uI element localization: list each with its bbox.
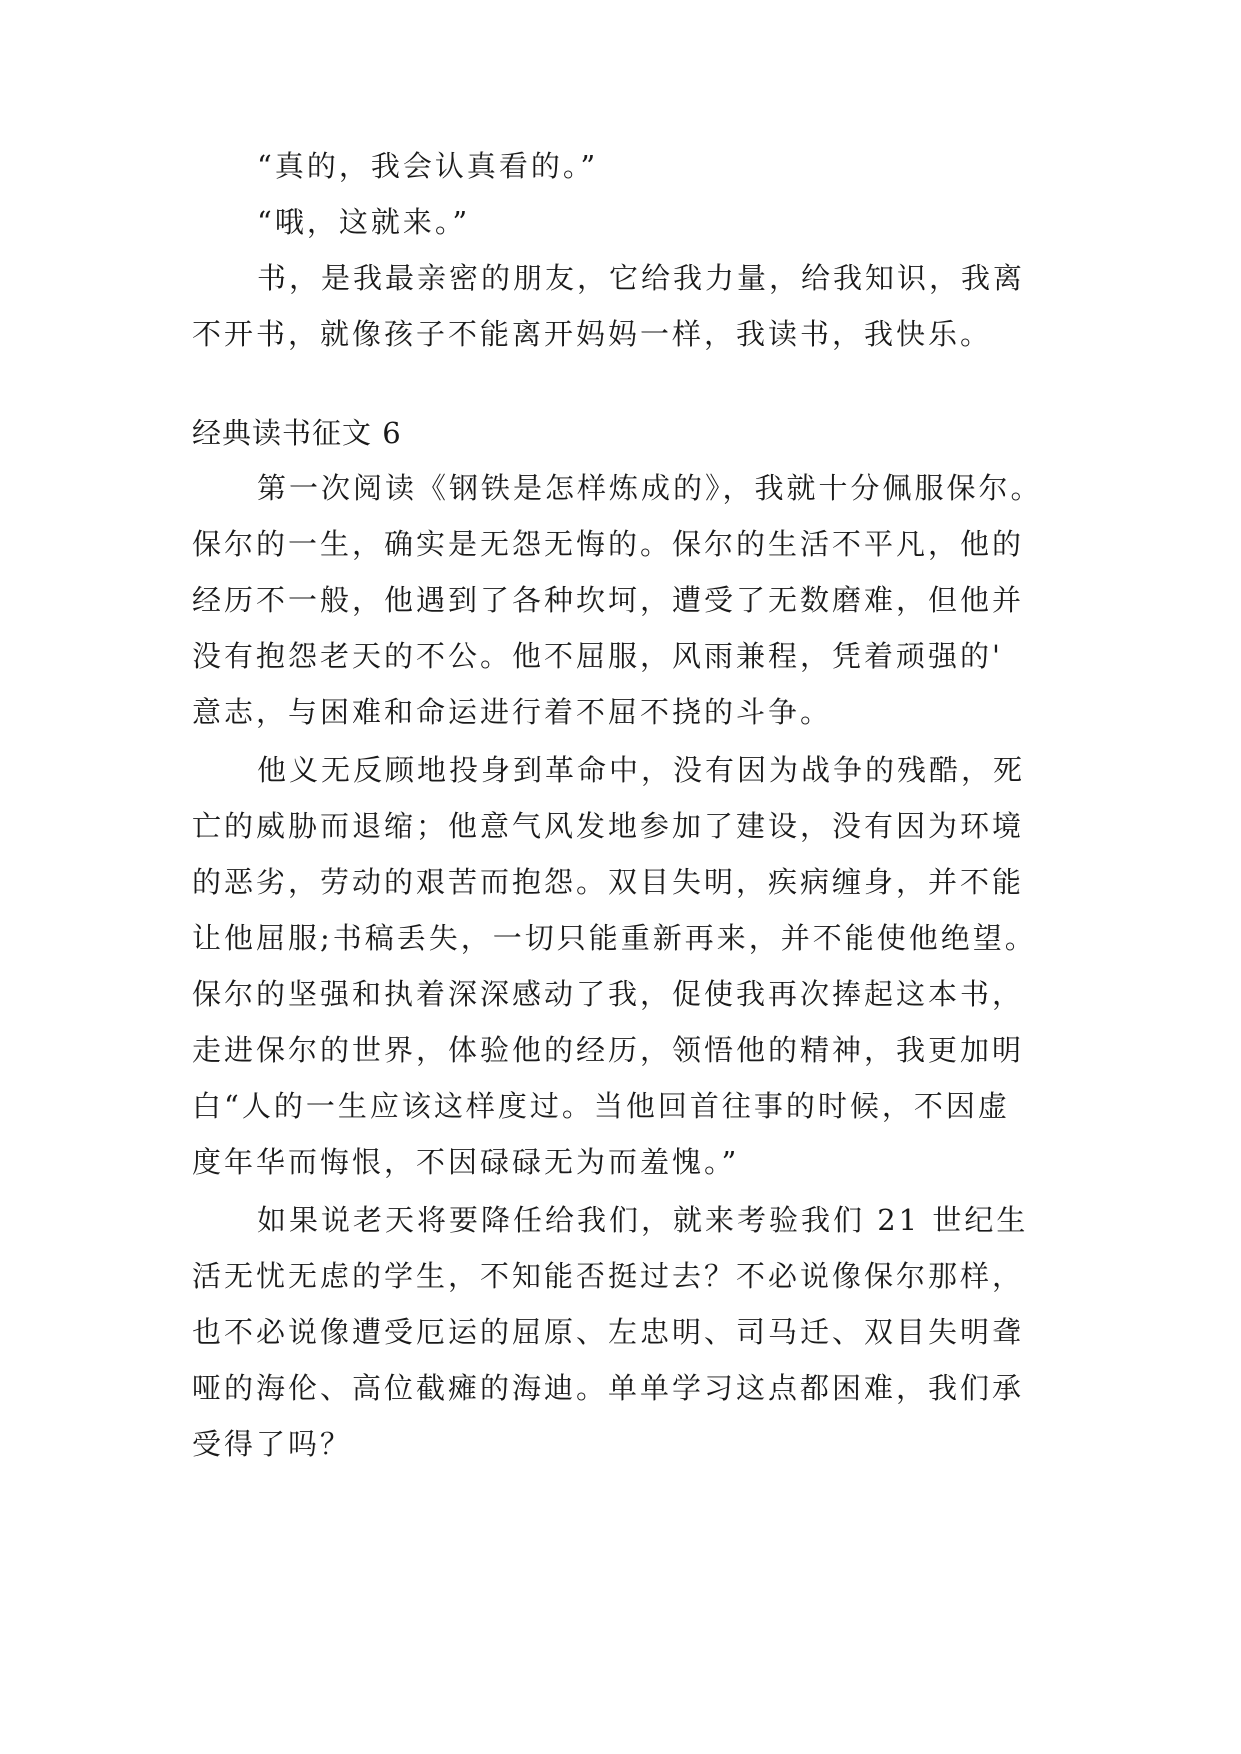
paragraph-line: 白“人的一生应该这样度过。当他回首往事的时候，不因虚 [192, 1089, 1010, 1123]
paragraph-line: 保尔的坚强和执着深深感动了我，促使我再次捧起这本书， [192, 977, 1025, 1011]
paragraph-line: 让他屈服;书稿丢失，一切只能重新再来，并不能使他绝望。 [192, 921, 1037, 955]
paragraph-line: 保尔的一生，确实是无怨无悔的。保尔的生活不平凡，他的 [192, 527, 1025, 561]
paragraph-line: 意志，与困难和命运进行着不屈不挠的斗争。 [192, 695, 833, 729]
paragraph-line: 的恶劣，劳动的艰苦而抱怨。双目失明，疾病缠身，并不能 [192, 865, 1025, 899]
paragraph-line: 第一次阅读《钢铁是怎样炼成的》，我就十分佩服保尔。 [257, 471, 1043, 505]
paragraph-line: 度年华而悔恨，不因碌碌无为而羞愧。” [192, 1145, 740, 1179]
paragraph-line: 经历不一般，他遇到了各种坎坷，遭受了无数磨难，但他并 [192, 583, 1025, 617]
paragraph-line: 没有抱怨老天的不公。他不屈服，风雨兼程，凭着顽强的' [192, 639, 1003, 673]
section-title: 经典读书征文 6 [192, 416, 402, 450]
paragraph-line: 哑的海伦、高位截瘫的海迪。单单学习这点都困难，我们承 [192, 1371, 1025, 1405]
paragraph-line: 书，是我最亲密的朋友，它给我力量，给我知识，我离 [257, 261, 1026, 295]
paragraph-line: 如果说老天将要降任给我们，就来考验我们 21 世纪生 [257, 1203, 1029, 1237]
paragraph-line: 活无忧无虑的学生，不知能否挺过去？不必说像保尔那样， [192, 1259, 1025, 1293]
dialogue-line: “真的，我会认真看的。” [257, 149, 599, 183]
paragraph-line: 他义无反顾地投身到革命中，没有因为战争的残酷，死 [257, 753, 1026, 787]
paragraph-line: 受得了吗？ [192, 1427, 353, 1461]
paragraph-line: 也不必说像遭受厄运的屈原、左忠明、司马迁、双目失明聋 [192, 1315, 1025, 1349]
dialogue-line: “哦，这就来。” [257, 205, 471, 239]
paragraph-line: 走进保尔的世界，体验他的经历，领悟他的精神，我更加明 [192, 1033, 1025, 1067]
paragraph-line: 不开书，就像孩子不能离开妈妈一样，我读书，我快乐。 [192, 317, 993, 351]
paragraph-line: 亡的威胁而退缩；他意气风发地参加了建设，没有因为环境 [192, 809, 1025, 843]
